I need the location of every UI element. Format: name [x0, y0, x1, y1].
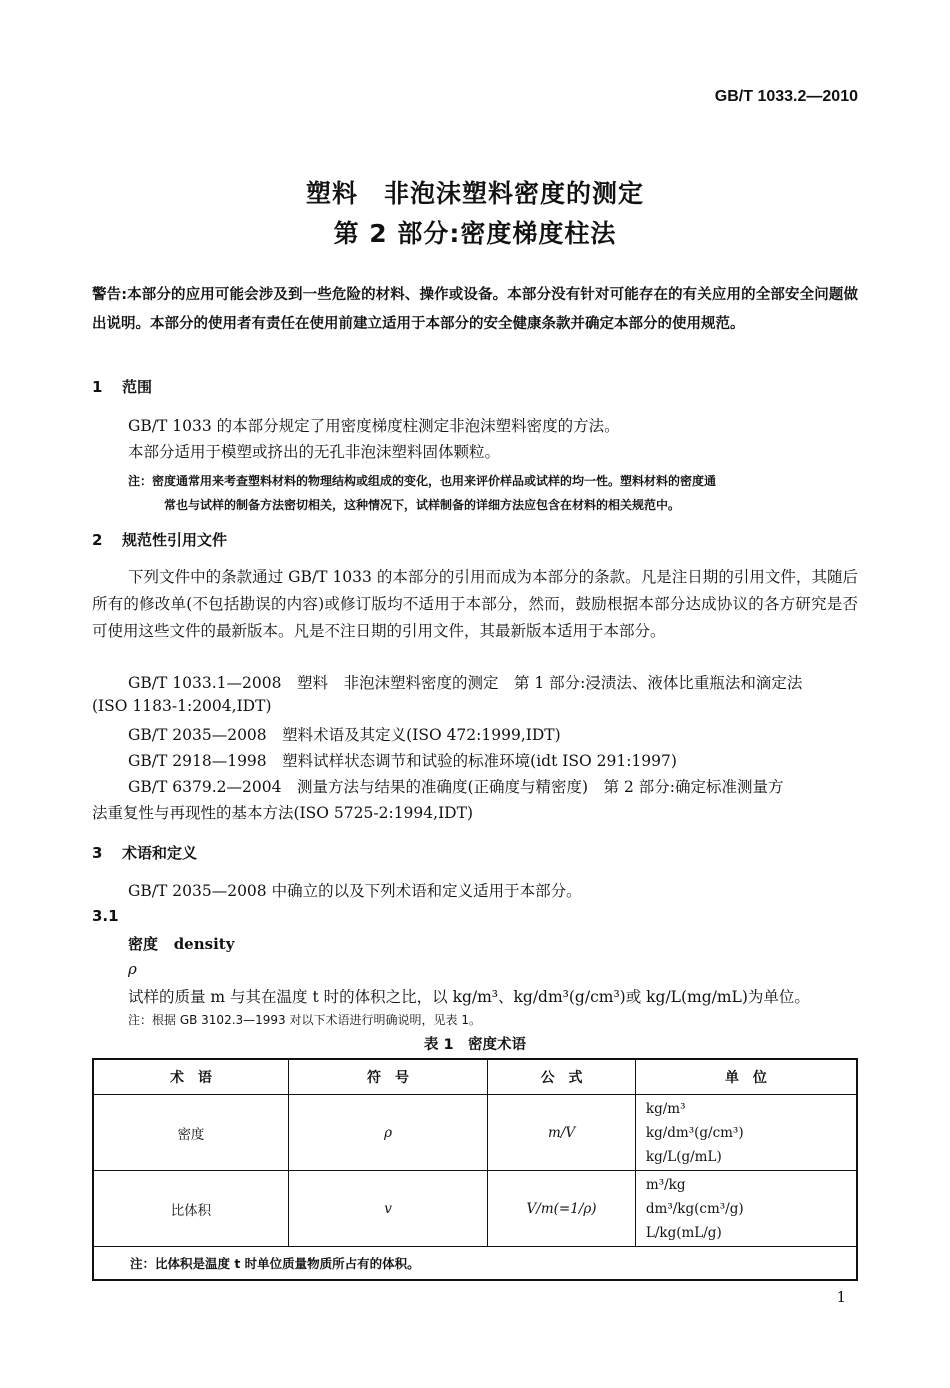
term-symbol: ρ — [128, 960, 137, 978]
table-caption: 表 1 密度术语 — [423, 1037, 527, 1053]
note-line: 常也与试样的制备方法密切相关，这种情况下，试样制备的详细方法应包含在材料的相关规范中。 — [164, 498, 681, 512]
term-cell: 密度 — [93, 1095, 288, 1171]
scope-paragraph-2: 本部分适用于模塑或挤出的无孔非泡沫塑料固体颗粒。 — [128, 443, 501, 461]
section-2-heading — [92, 529, 227, 550]
scope-paragraph-1: GB/T 1033 的本部分规定了用密度梯度柱测定非泡沫塑料密度的方法。 — [128, 417, 620, 435]
table-row — [93, 1095, 857, 1171]
table-note-row — [93, 1247, 857, 1281]
unit-cell — [635, 1171, 857, 1247]
unit-value: kg/m³ — [645, 1100, 686, 1117]
formula-cell: V/m(=1/ρ) — [488, 1171, 636, 1247]
table-row — [93, 1171, 857, 1247]
terms-note: 注：根据 GB 3102.3—1993 对以下术语进行明确说明，见表 1。 — [128, 1013, 481, 1027]
section-number: 3 — [92, 844, 103, 862]
reference-item: GB/T 2918—1998 塑料试样状态调节和试验的标准环境(idt ISO 291:1997) — [128, 752, 677, 770]
section-title: 术语和定义 — [122, 844, 198, 862]
table-header-row — [93, 1059, 857, 1095]
term-english: density — [173, 935, 235, 953]
unit-value: m³/kg — [645, 1176, 686, 1193]
formula-cell: m/V — [488, 1095, 636, 1171]
reference-item-continuation: (ISO 1183-1:2004,IDT) — [92, 697, 272, 715]
normative-references-paragraph: 下列文件中的条款通过 GB/T 1033 的本部分的引用而成为本部分的条款。凡是注日期的引用文件，其随后所有的修改单(不包括勘误的内容)或修订版均不适用于本部分，然而，鼓励根据本部分达成协议的各方研究是否可使用这些文件的最新版本。凡是不注日期的引用文件，其最新版本适用于本部分。 — [92, 568, 858, 640]
symbol-cell: v — [288, 1171, 487, 1247]
standard-number: GB/T 1033.2—2010 — [714, 88, 858, 105]
unit-value: kg/L(g/mL) — [645, 1148, 722, 1165]
section-number: 2 — [92, 531, 103, 549]
terms-intro-paragraph: GB/T 2035—2008 中确立的以及下列术语和定义适用于本部分。 — [128, 882, 582, 900]
unit-value: L/kg(mL/g) — [645, 1224, 722, 1241]
page-number: 1 — [836, 1288, 846, 1306]
reference-item-continuation: 法重复性与再现性的基本方法(ISO 5725-2:1994,IDT) — [92, 804, 473, 822]
term-chinese: 密度 — [128, 935, 159, 953]
document-subtitle: 第 2 部分:密度梯度柱法 — [333, 219, 617, 248]
term-definition: 试样的质量 m 与其在温度 t 时的体积之比，以 kg/m³、kg/dm³(g/cm³)或 kg/L(mg/mL)为单位。 — [128, 988, 810, 1006]
scope-note — [128, 469, 716, 517]
column-header: 术 语 — [93, 1059, 288, 1095]
reference-item: GB/T 1033.1—2008 塑料 非泡沫塑料密度的测定 第 1 部分:浸渍法、液体比重瓶法和滴定法 — [128, 674, 803, 692]
reference-item: GB/T 2035—2008 塑料术语及其定义(ISO 472:1999,IDT) — [128, 726, 561, 744]
term-cell: 比体积 — [93, 1171, 288, 1247]
section-3-heading — [92, 842, 197, 863]
warning-paragraph: 警告:本部分的应用可能会涉及到一些危险的材料、操作或设备。本部分没有针对可能存在的有关应用的全部安全问题做出说明。本部分的使用者有责任在使用前建立适用于本部分的安全健康条款并确定本部分的使用规范。 — [92, 287, 858, 332]
document-title: 塑料 非泡沫塑料密度的测定 — [305, 179, 644, 208]
symbol-cell: ρ — [288, 1095, 487, 1171]
term-entry — [128, 933, 234, 954]
column-header: 符 号 — [288, 1059, 487, 1095]
section-title: 范围 — [122, 378, 153, 396]
density-terms-table — [92, 1058, 858, 1281]
unit-cell — [635, 1095, 857, 1171]
unit-value: kg/dm³(g/cm³) — [645, 1124, 744, 1141]
column-header: 单 位 — [635, 1059, 857, 1095]
section-number: 1 — [92, 378, 103, 396]
table-note: 注：比体积是温度 t 时单位质量物质所占有的体积。 — [93, 1247, 857, 1281]
unit-value: dm³/kg(cm³/g) — [645, 1200, 744, 1217]
note-line: 注：密度通常用来考查塑料材料的物理结构或组成的变化，也用来评价样品或试样的均一性。塑料材料的密度通 — [128, 474, 717, 488]
column-header: 公 式 — [488, 1059, 636, 1095]
reference-item: GB/T 6379.2—2004 测量方法与结果的准确度(正确度与精密度) 第 2 部分:确定标准测量方 — [128, 778, 784, 796]
subclause-number: 3.1 — [92, 907, 119, 925]
section-1-heading — [92, 376, 152, 397]
section-title: 规范性引用文件 — [122, 531, 228, 549]
